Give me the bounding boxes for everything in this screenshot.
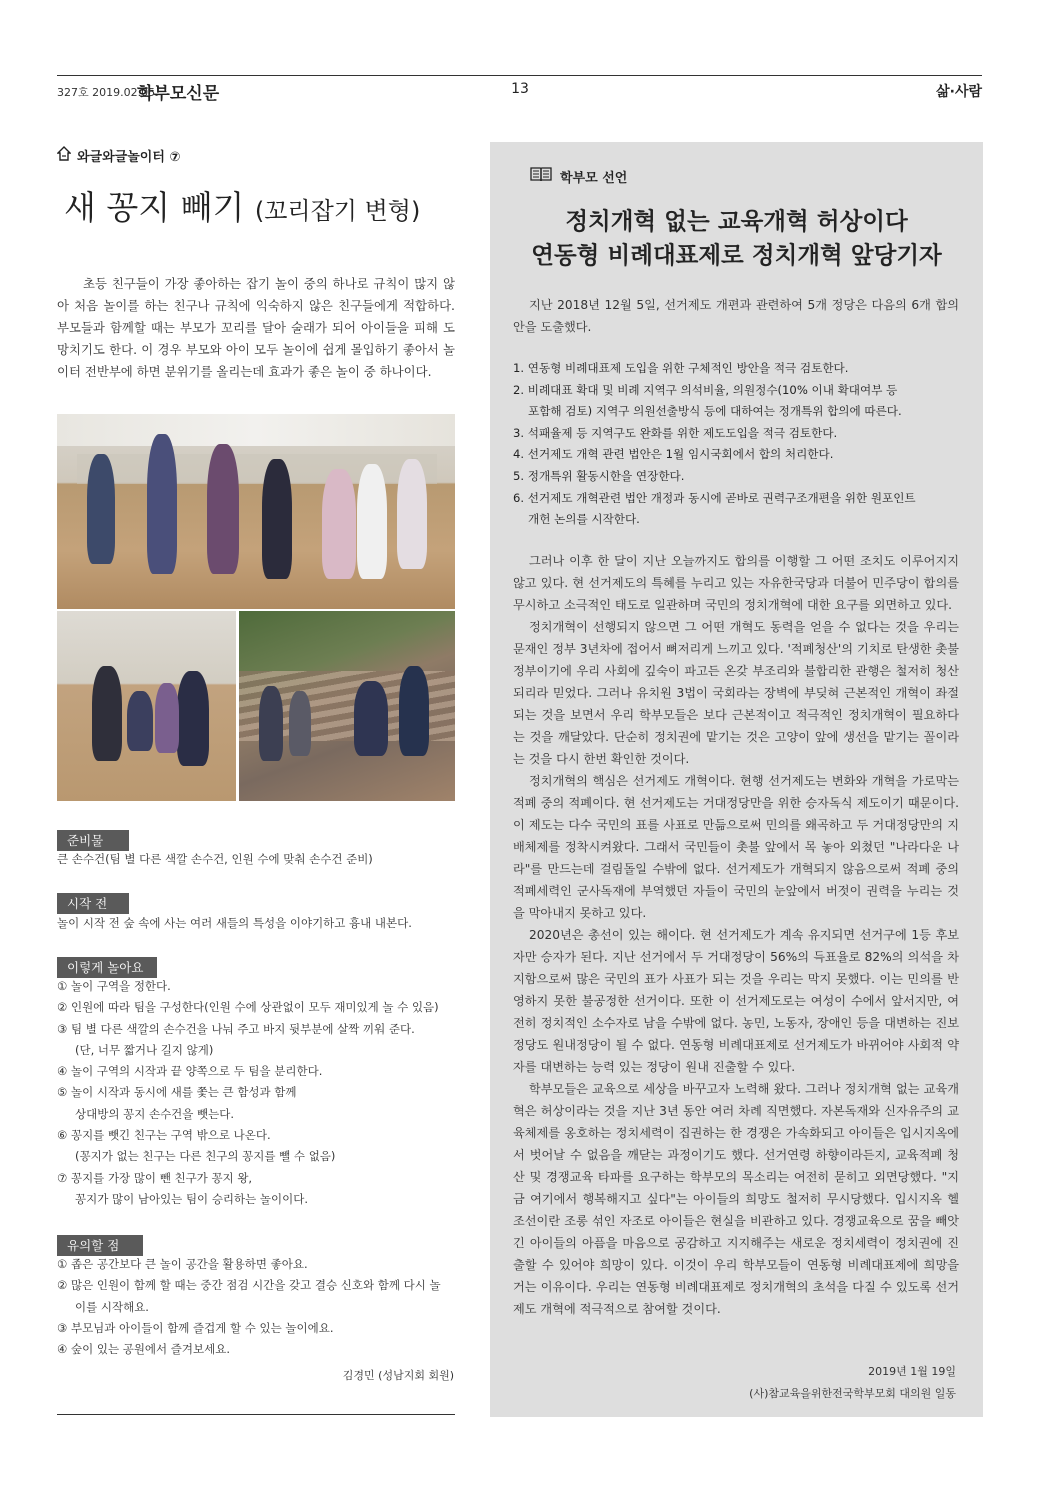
declaration-headline xyxy=(490,204,983,272)
list-item: ④ 숲이 있는 공원에서 즐겨보세요. xyxy=(57,1342,231,1357)
list-item: ③ 팀 별 다른 색깔의 손수건을 나눠 주고 바지 뒷부분에 살짝 끼워 준다. xyxy=(57,1021,415,1036)
caution-label: 유의할 점 xyxy=(57,1235,143,1256)
title-main: 새 꽁지 빼기 xyxy=(64,188,245,227)
prep-text xyxy=(57,849,455,870)
list-item: (단, 너무 짧거나 길지 않게) xyxy=(75,1042,214,1057)
headline-line-1: 정치개혁 없는 교육개혁 허상이다 xyxy=(565,207,908,235)
list-item: ⑤ 놀이 시작과 동시에 새를 쫓는 큰 함성과 함께 xyxy=(57,1085,297,1100)
start-text xyxy=(57,913,455,934)
howto-label: 이렇게 놀아요 xyxy=(57,957,157,978)
article-title xyxy=(64,182,420,229)
list-item: (꽁지가 없는 친구는 다른 친구의 꽁지를 뺄 수 없음) xyxy=(75,1149,336,1164)
body-paragraph: 그러나 이후 한 달이 지난 오늘까지도 합의를 이행할 그 어떤 조치도 이루어지지 않고 있다. 현 선거제도의 특혜를 누리고 있는 자유한국당과 더불어 민주당이 합의를 무시하고 소극적인 태도로 일관하며 국민의 정치개혁에 대한 요구를 외면하고 있다. xyxy=(513,554,959,612)
list-item: 2. 비례대표 확대 및 비례 지역구 의석비율, 의원정수(10% 이내 확대여부 등 xyxy=(513,382,898,397)
body-paragraph: 정치개혁이 선행되지 않으면 그 어떤 개혁도 동력을 얻을 수 없다는 것을 우리는 문재인 정부 3년차에 접어서 뼈저리게 느끼고 있다. '적폐청산'의 기치로 탄생한 촛불 정부이기에 우리 사회에 깊숙이 파고든 온갖 부조리와 불합리한 관행은 철저히 청산되리라 믿었다. 그러나 유치원 3법이 국회라는 장벽에 부딪혀 근본적인 개혁이 좌절되는 것을 보면서 우리 학부모들은 보다 근본적이고 적극적인 정치개혁이 필요하다는 것을 깨달았다. 단순히 정치권에 맡기는 것은 고양이 앞에 생선을 맡기는 꼴이라는 것을 다시 한번 확인한 것이다. xyxy=(513,620,959,766)
photo-children-playing-hall xyxy=(57,414,455,609)
start-label: 시작 전 xyxy=(57,893,129,914)
series-label xyxy=(57,146,180,165)
list-item: ③ 부모님과 아이들이 함께 즐겁게 할 수 있는 놀이에요. xyxy=(57,1320,334,1335)
declaration-signature: (사)참교육을위한전국학부모회 대의원 일동 xyxy=(749,1387,956,1400)
caution-list xyxy=(57,1254,455,1360)
howto-list xyxy=(57,976,455,1210)
series-label-text: 와글와글놀이터 ⑦ xyxy=(77,150,181,165)
declaration-body xyxy=(513,550,959,1320)
list-item: 개헌 논의를 시작한다. xyxy=(528,512,640,527)
list-item: 5. 정개특위 활동시한을 연장한다. xyxy=(513,468,685,483)
footer-rule xyxy=(57,1414,455,1415)
title-sub: (꼬리잡기 변형) xyxy=(254,197,421,225)
list-item: 3. 석패율제 등 지역구도 완화를 위한 제도도입을 적극 검토한다. xyxy=(513,425,838,440)
list-item: ① 놀이 구역을 정한다. xyxy=(57,979,171,993)
body-paragraph: 정치개혁의 핵심은 선거제도 개혁이다. 현행 선거제도는 변화와 개혁을 가로막는 적폐 중의 적폐이다. 현 선거제도는 거대정당만을 위한 승자독식 제도이기 때문이다. 이 제도는 다수 국민의 표를 사표로 만듦으로써 민의를 왜곡하고 두 거대정당만의 지배체제를 정착시켜왔다. 그래서 국민들이 촛불 앞에서 목 놓아 외쳤던 "나라다운 나라"를 만드는데 걸림돌일 수밖에 없다. 선거제도가 개혁되지 않음으로써 적폐 중의 적폐세력인 군사독재에 부역했던 자들이 국민의 눈앞에서 버젓이 권력을 누리는 것을 막아내지 못하고 있다. xyxy=(513,774,959,920)
list-item: 4. 선거제도 개혁 관련 법안은 1월 임시국회에서 합의 처리한다. xyxy=(513,447,834,462)
intro-paragraph: 초등 친구들이 가장 좋아하는 잡기 놀이 중의 하나로 규칙이 많지 않아 처음 놀이를 하는 친구나 규칙에 익숙하지 않은 친구들에게 적합하다. 부모들과 함께할 때는 부모가 꼬리를 달아 술래가 되어 아이들을 피해 도망치기도 한다. 이 경우 부모와 아이 모두 놀이에 쉽게 몰입하기 좋아서 놀이터 전반부에 하면 분위기를 올리는데 효과가 좋은 놀이 중 하나이다. xyxy=(57,276,455,379)
start-text-line: 놀이 시작 전 숲 속에 사는 여러 새들의 특성을 이야기하고 흉내 내본다. xyxy=(57,916,412,930)
section-name: 삶·사람 xyxy=(936,84,982,100)
house-icon xyxy=(57,146,71,165)
page-number: 13 xyxy=(511,81,529,97)
declaration-section-text: 학부모 선언 xyxy=(560,170,628,186)
list-item: ④ 놀이 구역의 시작과 끝 양쪽으로 두 팀을 분리한다. xyxy=(57,1064,323,1079)
list-item: ② 많은 인원이 함께 할 때는 중간 점검 시간을 갖고 결승 신호와 함께 다시 놀 xyxy=(57,1278,441,1293)
list-item: ① 좁은 공간보다 큰 놀이 공간을 활용하면 좋아요. xyxy=(57,1257,308,1271)
declaration-date: 2019년 1월 19일 xyxy=(868,1365,956,1378)
photo-children-running xyxy=(57,611,236,801)
list-item: 포함해 검토) 지역구 의원선출방식 등에 대하여는 정개특위 합의에 따른다. xyxy=(528,404,902,419)
list-item: ② 인원에 따라 팀을 구성한다(인원 수에 상관없이 모두 재미있게 놀 수 있음) xyxy=(57,1000,439,1015)
list-item: 상대방의 꽁지 손수건을 뺏는다. xyxy=(75,1106,235,1121)
lead-paragraph: 지난 2018년 12월 5일, 선거제도 개편과 관련하여 5개 정당은 다음의 6개 합의안을 도출했다. xyxy=(513,298,959,334)
paper-name-logo: 학부모신문 xyxy=(137,84,220,104)
prep-label: 준비물 xyxy=(57,830,129,851)
issue-date: 327호 2019.02.05. xyxy=(57,86,159,99)
header-rule xyxy=(57,75,982,76)
list-item: 꽁지가 많이 남아있는 팀이 승리하는 놀이이다. xyxy=(75,1191,309,1206)
photo-children-forest xyxy=(239,611,455,801)
list-item: 이를 시작해요. xyxy=(75,1299,149,1314)
prep-text-line: 큰 손수건(팀 별 다른 색깔 손수건, 인원 수에 맞춰 손수건 준비) xyxy=(57,852,373,866)
declaration-section-label xyxy=(530,166,627,186)
body-paragraph: 학부모들은 교육으로 세상을 바꾸고자 노력해 왔다. 그러나 정치개혁 없는 교육개혁은 허상이라는 것을 지난 3년 동안 여러 차례 직면했다. 자본독재와 신자유주의 교육체제를 옹호하는 정치세력이 집권하는 한 경쟁은 가속화되고 아이들은 입시지옥에서 벗어날 수 없음을 깨닫는 과정이기도 했다. 선거연령 하향이라든지, 교육적폐 청산 및 경쟁교육 타파를 요구하는 학부모의 목소리는 여전히 묻히고 외면당했다. "지금 여기에서 행복해지고 싶다"는 아이들의 희망도 철저히 무시당했다. 입시지옥 헬 조선이란 조롱 섞인 자조로 아이들은 현실을 비관하고 있다. 경쟁교육으로 꿈을 빼앗긴 아이들의 아픔을 마음으로 공감하고 지지해주는 새로운 정치세력이 정치권에 진출할 수 있어야 희망이 있다. 이것이 우리 학부모들이 연동형 비례대표제에 희망을 거는 이유이다. 우리는 연동형 비례대표제로 정치개혁의 초석을 다질 수 있도록 선거제도 개혁에 적극적으로 참여할 것이다. xyxy=(513,1082,959,1316)
list-item: 1. 연동형 비례대표제 도입을 위한 구체적인 방안을 적극 검토한다. xyxy=(513,361,849,375)
list-item: ⑥ 꽁지를 뺏긴 친구는 구역 밖으로 나온다. xyxy=(57,1128,271,1143)
list-item: ⑦ 꽁지를 가장 많이 뺀 친구가 꽁지 왕, xyxy=(57,1170,253,1185)
body-paragraph: 2020년은 총선이 있는 해이다. 현 선거제도가 계속 유지되면 선거구에 1등 후보자만 승자가 된다. 지난 선거에서 두 거대정당이 56%의 득표율로 82%의 의석을 차지함으로써 많은 국민의 표가 사표가 되는 것을 우리는 막지 못했다. 이는 민의를 반영하지 못한 불공정한 선거이다. 또한 이 선거제도로는 여성이 수에서 앞서지만, 여전히 정치적인 소수자로 남을 수밖에 없다. 농민, 노동자, 장애인 등을 대변하는 진보정당도 원내정당이 될 수 없다. 연동형 비례대표제로 선거제도가 바뀌어야 사회적 약자를 대변하는 능력 있는 정당이 원내 진출할 수 있다. xyxy=(513,928,959,1074)
headline-line-2: 연동형 비례대표제로 정치개혁 앞당기자 xyxy=(531,241,942,269)
agreement-list xyxy=(513,358,959,531)
book-icon xyxy=(530,166,552,186)
list-item: 6. 선거제도 개혁관련 법안 개정과 동시에 곧바로 권력구조개편을 위한 원포인트 xyxy=(513,490,916,505)
author-byline: 김경민 (성남지회 회원) xyxy=(342,1369,454,1382)
